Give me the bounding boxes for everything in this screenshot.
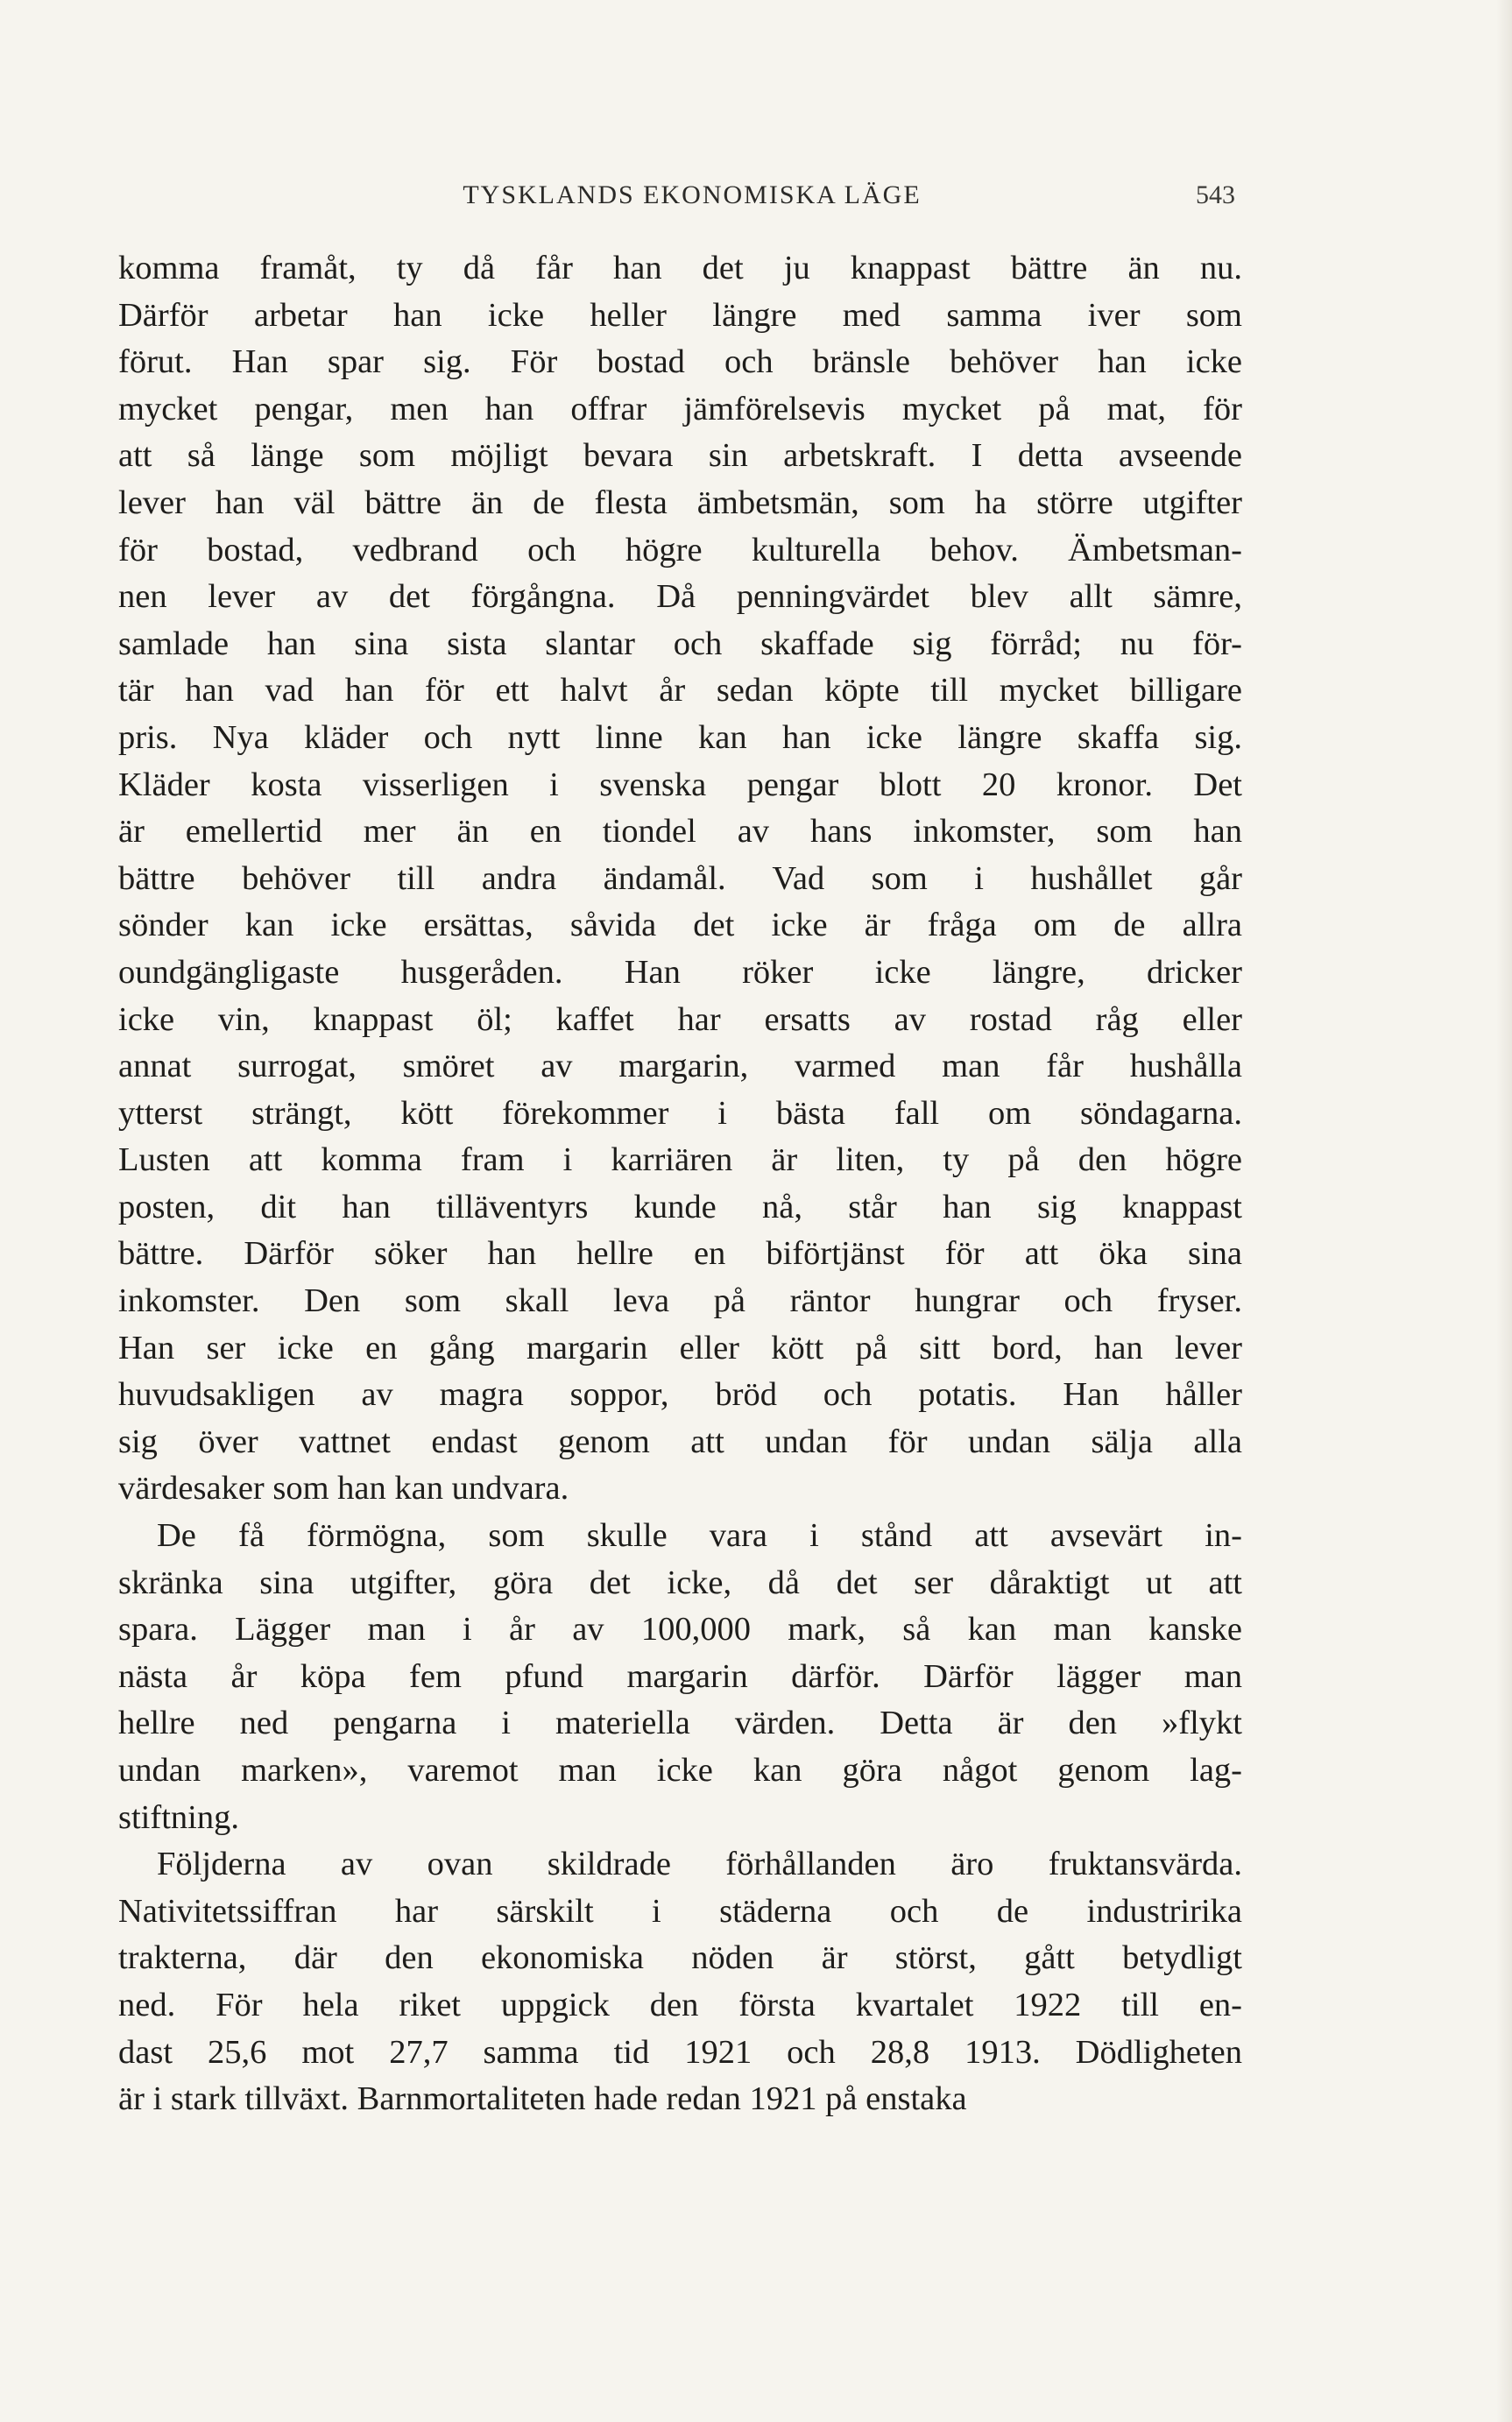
text-line: bättre. Därför söker han hellre en biförtjänst för att öka sina [118, 1235, 1242, 1273]
text-line: för bostad, vedbrand och högre kulturella behov. Ämbetsman- [118, 531, 1242, 568]
text-line: stiftning. [118, 1798, 239, 1836]
text-line: lever han väl bättre än de flesta ämbetsmän, som ha större utgifter [118, 484, 1242, 521]
text-line: Kläder kosta visserligen i svenska pengar blott 20 kronor. Det [118, 766, 1242, 803]
text-line: Lusten att komma fram i karriären är liten, ty på den högre [118, 1141, 1242, 1179]
text-line: värdesaker som han kan undvara. [118, 1470, 569, 1508]
text-line: nen lever av det förgångna. Då penningvärdet blev allt sämre, [118, 578, 1242, 616]
text-line: att så länge som möjligt bevara sin arbetskraft. I detta avseende [118, 437, 1242, 475]
text-line: undan marken», varemot man icke kan göra något genom lag- [118, 1752, 1242, 1789]
text-line: oundgängligaste husgeråden. Han röker icke längre, dricker [118, 953, 1242, 991]
text-line: Nativitetssiffran har särskilt i städerna och de industririka [118, 1892, 1242, 1930]
text-line: Följderna av ovan skildrade förhållanden äro fruktansvärda. [157, 1846, 1242, 1883]
text-line: bättre behöver till andra ändamål. Vad som i hushållet går [118, 859, 1242, 897]
text-line: förut. Han spar sig. För bostad och bränsle behöver han icke [118, 343, 1242, 381]
text-line: tär han vad han för ett halvt år sedan köpte till mycket billigare [118, 672, 1242, 710]
text-line: ytterst strängt, kött förekommer i bästa fall om söndagarna. [118, 1094, 1242, 1132]
text-line: De få förmögna, som skulle vara i stånd att avsevärt in- [157, 1517, 1242, 1555]
text-line: skränka sina utgifter, göra det icke, då det ser dåraktigt ut att [118, 1564, 1242, 1601]
text-line: pris. Nya kläder och nytt linne kan han icke längre skaffa sig. [118, 718, 1242, 756]
text-line: hellre ned pengarna i materiella värden. Detta är den »flykt [118, 1705, 1242, 1742]
text-line: inkomster. Den som skall leva på räntor hungrar och fryser. [118, 1282, 1242, 1320]
scan-edge [1496, 0, 1512, 2422]
text-line: annat surrogat, smöret av margarin, varmed man får hushålla [118, 1048, 1242, 1085]
body-text [118, 245, 1242, 2123]
text-line: icke vin, knappast öl; kaffet har ersatts av rostad råg eller [118, 1000, 1242, 1038]
text-line: posten, dit han tilläventyrs kunde nå, står han sig knappast [118, 1188, 1242, 1225]
text-line: ned. För hela riket uppgick den första kvartalet 1922 till en- [118, 1986, 1242, 2023]
text-line: mycket pengar, men han offrar jämförelsevis mycket på mat, för [118, 390, 1242, 427]
text-line: är emellertid mer än en tiondel av hans inkomster, som han [118, 813, 1242, 851]
text-line: huvudsakligen av magra soppor, bröd och potatis. Han håller [118, 1376, 1242, 1414]
text-line: trakterna, där den ekonomiska nöden är störst, gått betydligt [118, 1939, 1242, 1977]
text-line: sig över vattnet endast genom att undan för undan sälja alla [118, 1423, 1242, 1460]
text-line: samlade han sina sista slantar och skaffade sig förråd; nu för- [118, 625, 1242, 662]
text-line: Därför arbetar han icke heller längre med samma iver som [118, 296, 1242, 334]
text-line: Han ser icke en gång margarin eller kött på sitt bord, han lever [118, 1329, 1242, 1366]
text-line: dast 25,6 mot 27,7 samma tid 1921 och 28,8 1913. Dödligheten [118, 2033, 1242, 2071]
text-line: sönder kan icke ersättas, såvida det icke är fråga om de allra [118, 907, 1242, 944]
running-head: TYSKLANDS EKONOMISKA LÄGE [463, 180, 922, 209]
text-line: är i stark tillväxt. Barnmortaliteten hade redan 1921 på enstaka [118, 2080, 967, 2118]
text-line: komma framåt, ty då får han det ju knappast bättre än nu. [118, 250, 1242, 286]
text-line: nästa år köpa fem pfund margarin därför. Därför lägger man [118, 1657, 1242, 1695]
page-number: 543 [1196, 180, 1235, 209]
text-line: spara. Lägger man i år av 100,000 mark, så kan man kanske [118, 1611, 1242, 1649]
